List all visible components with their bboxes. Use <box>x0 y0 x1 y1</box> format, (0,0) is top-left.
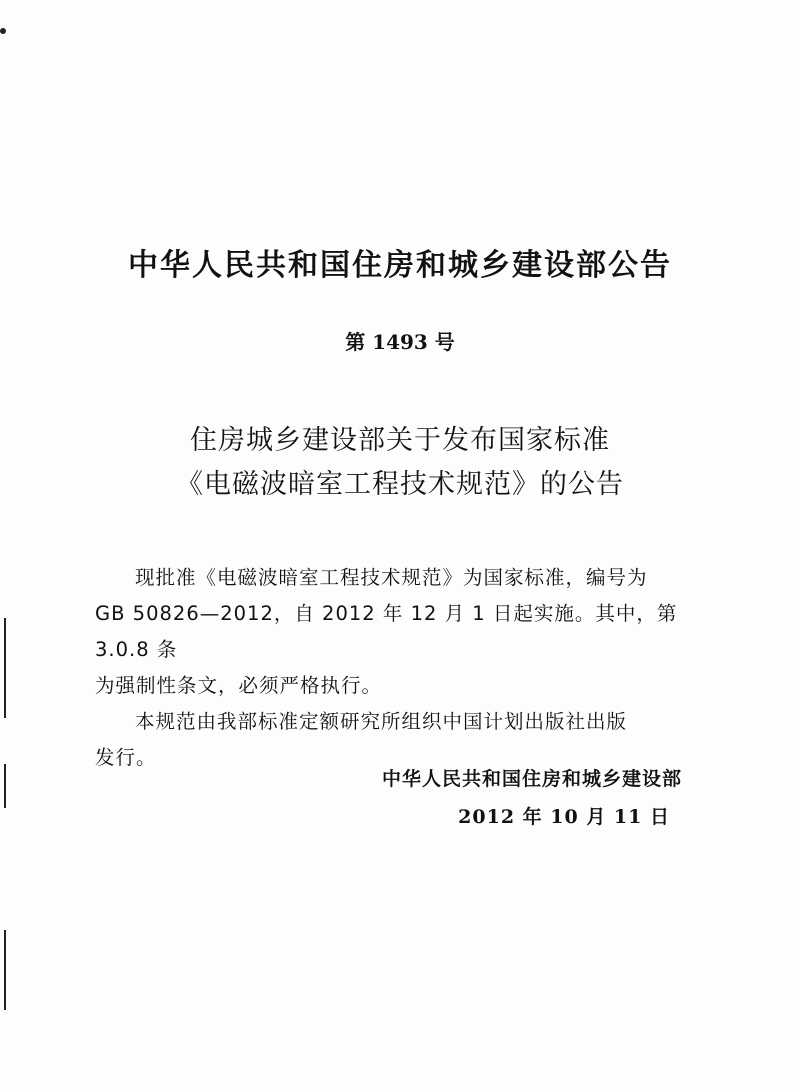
paragraph-1-line-2: GB 50826—2012，自 2012 年 12 月 1 日起实施。其中，第 3.0.8 条 <box>95 602 678 661</box>
scan-artifact-line <box>4 618 6 718</box>
issue-date: 2012 年 10 月 11 日 <box>458 806 670 828</box>
announcement-number: 第 1493 号 <box>345 330 455 354</box>
paragraph-1-line-3: 为强制性条文，必须严格执行。 <box>95 674 383 697</box>
paragraph-2-line-2: 发行。 <box>95 746 157 769</box>
announcement-body <box>95 560 715 776</box>
subtitle-line-1: 住房城乡建设部关于发布国家标准 <box>190 425 610 456</box>
scan-artifact-dot <box>0 28 6 34</box>
subtitle-line-2: 《电磁波暗室工程技术规范》的公告 <box>176 469 624 500</box>
paragraph-1-line-1: 现批准《电磁波暗室工程技术规范》为国家标准，编号为 <box>135 566 648 589</box>
paragraph-2-line-1: 本规范由我部标准定额研究所组织中国计划出版社出版 <box>135 710 628 733</box>
page-title: 中华人民共和国住房和城乡建设部公告 <box>128 248 672 283</box>
issuer-signature: 中华人民共和国住房和城乡建设部 <box>381 768 682 790</box>
scan-artifact-line <box>4 764 6 808</box>
scan-artifact-line <box>4 930 6 1010</box>
